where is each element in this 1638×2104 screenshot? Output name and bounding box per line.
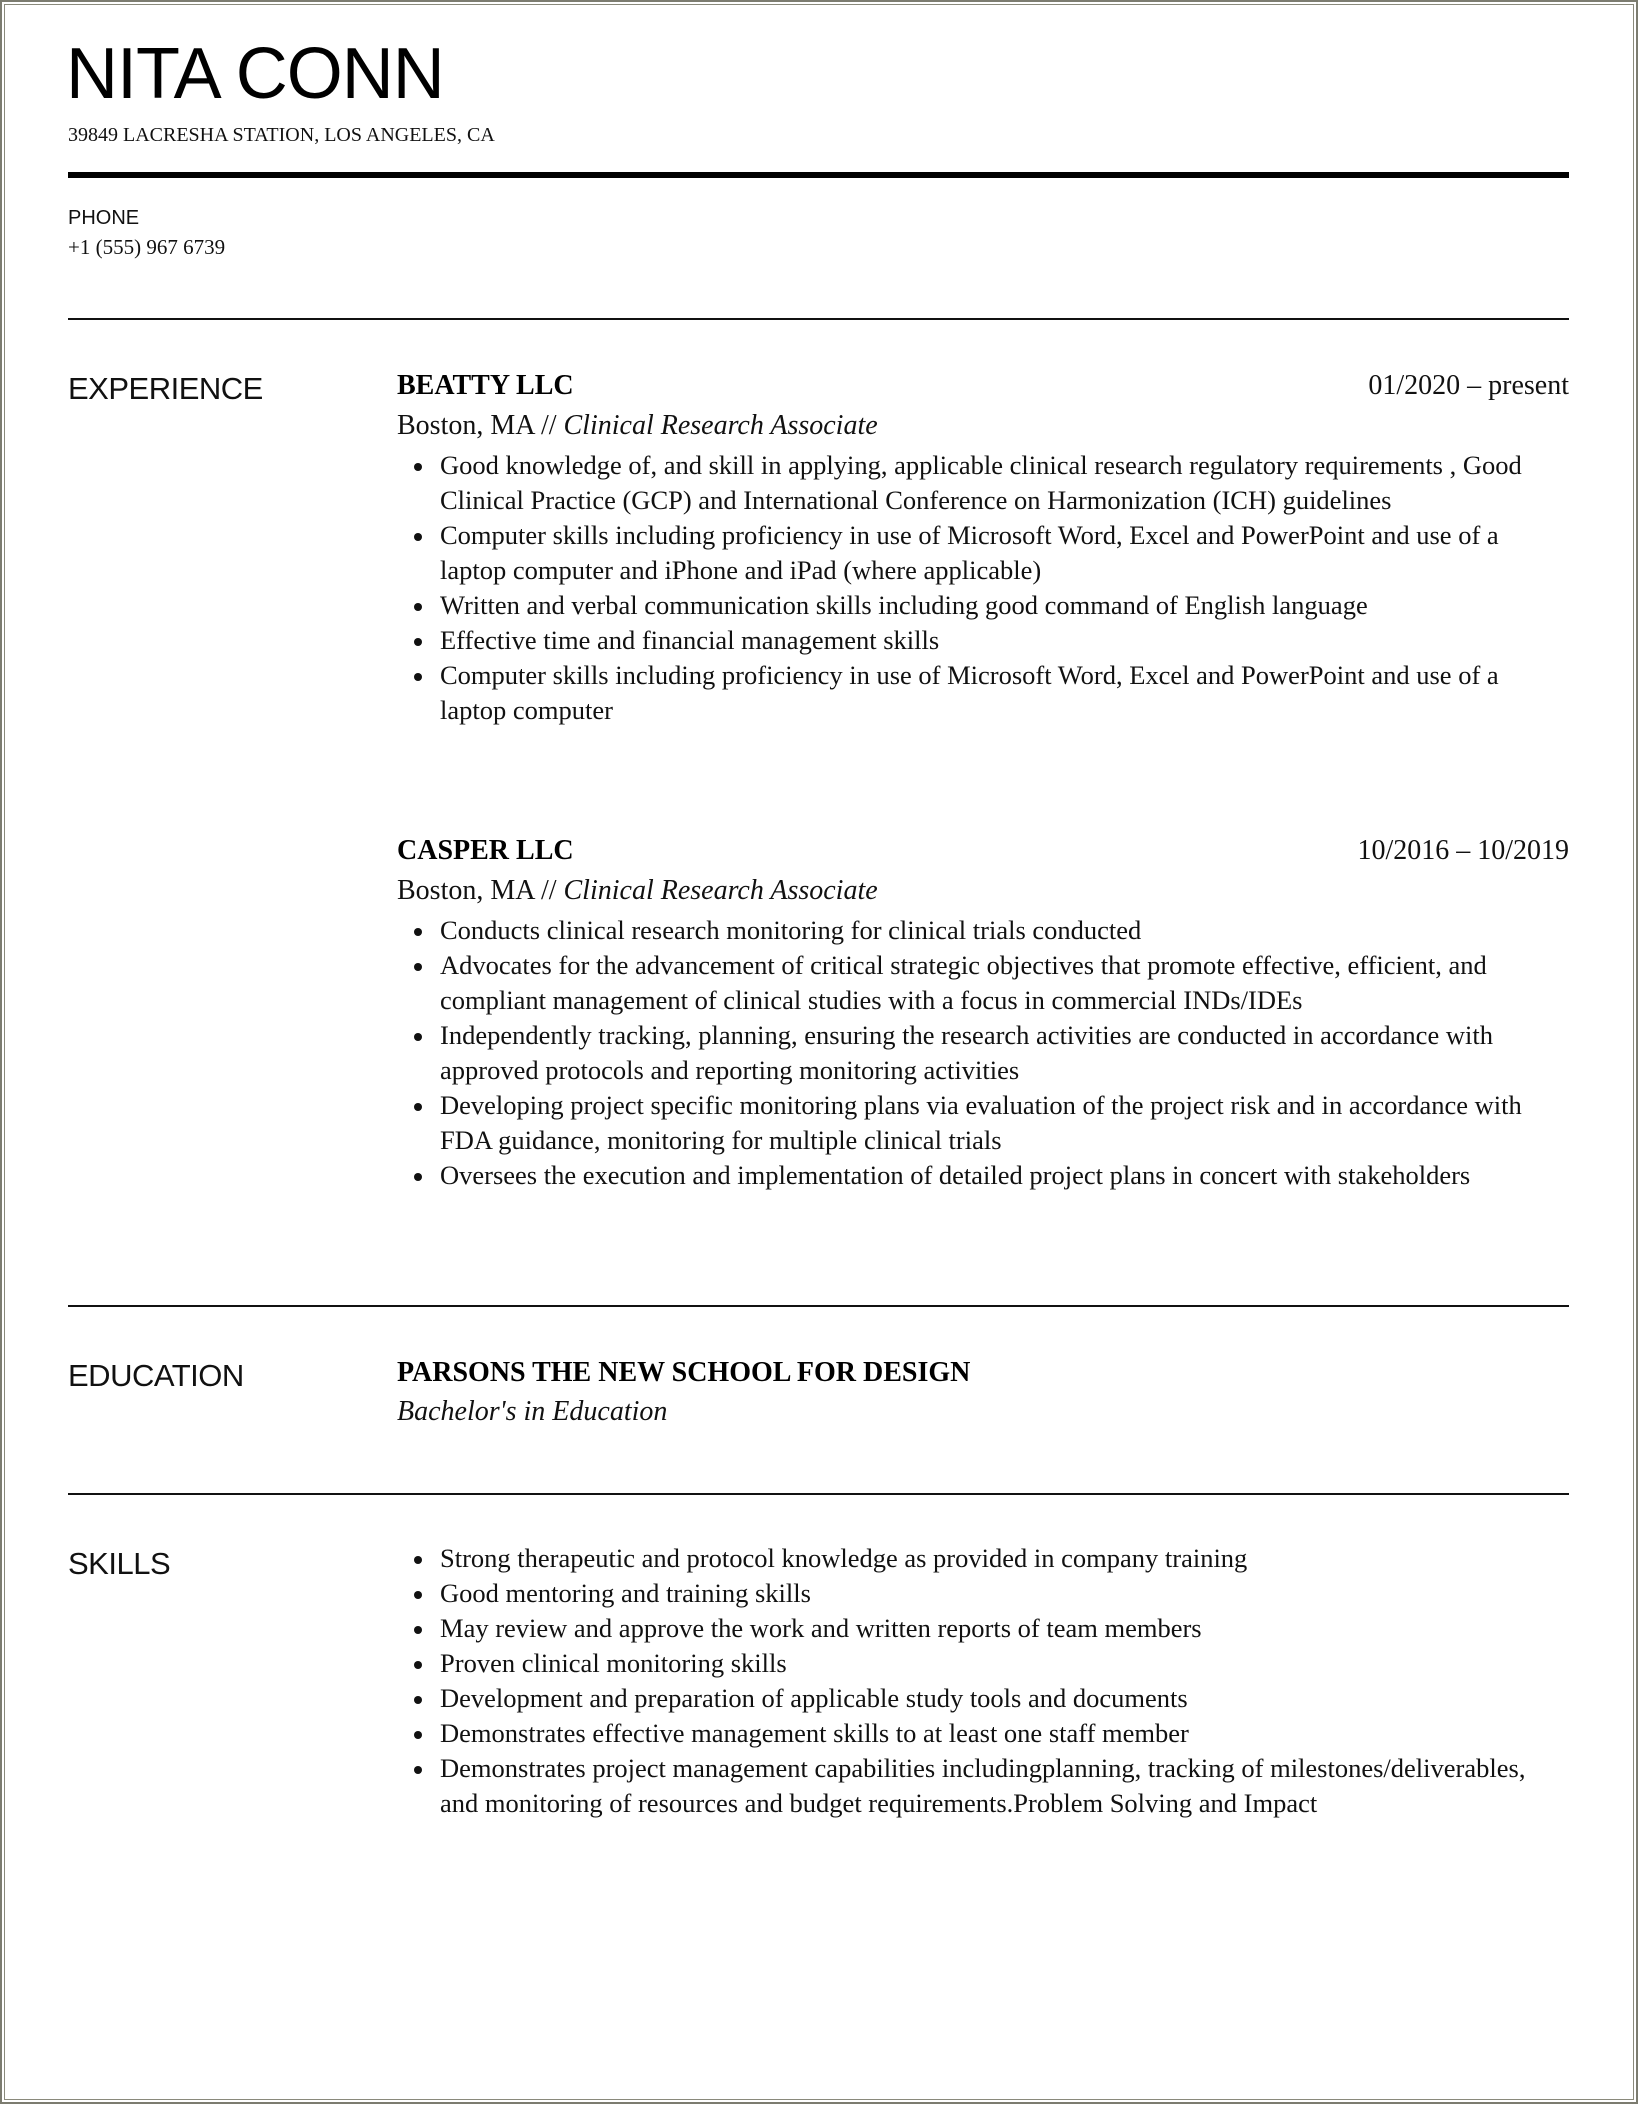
job-title: Clinical Research Associate [563, 410, 878, 441]
candidate-address: 39849 LACRESHA STATION, LOS ANGELES, CA [68, 124, 495, 146]
list-item: Development and preparation of applicable study tools and documents [440, 1681, 1569, 1716]
list-item: Computer skills including proficiency in use of Microsoft Word, Excel and PowerPoint and use of a laptop computer [440, 658, 1569, 728]
list-item: May review and approve the work and written reports of team members [440, 1611, 1569, 1646]
candidate-name: NITA CONN [66, 34, 444, 114]
separator: // [533, 875, 564, 906]
location: Boston, MA [397, 410, 534, 441]
responsibility-list [397, 913, 1569, 1193]
separator: // [533, 410, 564, 441]
section-label-experience: EXPERIENCE [68, 371, 263, 406]
school-name: PARSONS THE NEW SCHOOL FOR DESIGN [397, 1357, 971, 1388]
header-divider [68, 172, 1569, 178]
list-item: Computer skills including proficiency in use of Microsoft Word, Excel and PowerPoint and use of a laptop computer and iPhone and iPad (where applicable) [440, 518, 1569, 588]
responsibility-list [397, 448, 1569, 728]
experience-divider [68, 1305, 1569, 1307]
employment-dates: 10/2016 – 10/2019 [1357, 835, 1569, 866]
section-label-skills: SKILLS [68, 1546, 171, 1581]
list-item: Good knowledge of, and skill in applying, applicable clinical research regulatory requirements , Good Clinical Practice (GCP) and International Conference on Harmonization (ICH) guidelines [440, 448, 1569, 518]
education-entry [397, 1353, 1569, 1431]
education-divider [68, 1493, 1569, 1495]
location: Boston, MA [397, 875, 534, 906]
location-role [397, 406, 1569, 446]
skills-list-container [397, 1541, 1569, 1821]
employment-dates: 01/2020 – present [1368, 370, 1569, 401]
entry-header [397, 831, 1569, 871]
list-item: Demonstrates project management capabilities includingplanning, tracking of milestones/deliverables, and monitoring of resources and budget requirements.Problem Solving and Impact [440, 1751, 1569, 1821]
list-item: Oversees the execution and implementation of detailed project plans in concert with stakeholders [440, 1158, 1569, 1193]
degree: Bachelor's in Education [397, 1396, 668, 1427]
list-item: Proven clinical monitoring skills [440, 1646, 1569, 1681]
list-item: Conducts clinical research monitoring for clinical trials conducted [440, 913, 1569, 948]
phone-label: PHONE [68, 207, 140, 229]
list-item: Independently tracking, planning, ensuring the research activities are conducted in accordance with approved protocols and reporting monitoring activities [440, 1018, 1569, 1088]
list-item: Strong therapeutic and protocol knowledge as provided in company training [440, 1541, 1569, 1576]
entry-header [397, 366, 1569, 406]
section-label-education: EDUCATION [68, 1358, 244, 1393]
job-title: Clinical Research Associate [563, 875, 878, 906]
company-name: CASPER LLC [397, 835, 574, 866]
list-item: Good mentoring and training skills [440, 1576, 1569, 1611]
list-item: Written and verbal communication skills including good command of English language [440, 588, 1569, 623]
list-item: Effective time and financial management skills [440, 623, 1569, 658]
experience-list-2 [397, 831, 1569, 1193]
skills-list [397, 1541, 1569, 1821]
experience-entry [397, 366, 1569, 728]
phone-value: +1 (555) 967 6739 [68, 235, 226, 259]
list-item: Developing project specific monitoring plans via evaluation of the project risk and in accordance with FDA guidance, monitoring for multiple clinical trials [440, 1088, 1569, 1158]
list-item: Demonstrates effective management skills to at least one staff member [440, 1716, 1569, 1751]
location-role [397, 871, 1569, 911]
contact-divider [68, 318, 1569, 320]
experience-list [397, 366, 1569, 728]
company-name: BEATTY LLC [397, 370, 574, 401]
list-item: Advocates for the advancement of critical strategic objectives that promote effective, efficient, and compliant management of clinical studies with a focus in commercial INDs/IDEs [440, 948, 1569, 1018]
experience-entry [397, 831, 1569, 1193]
